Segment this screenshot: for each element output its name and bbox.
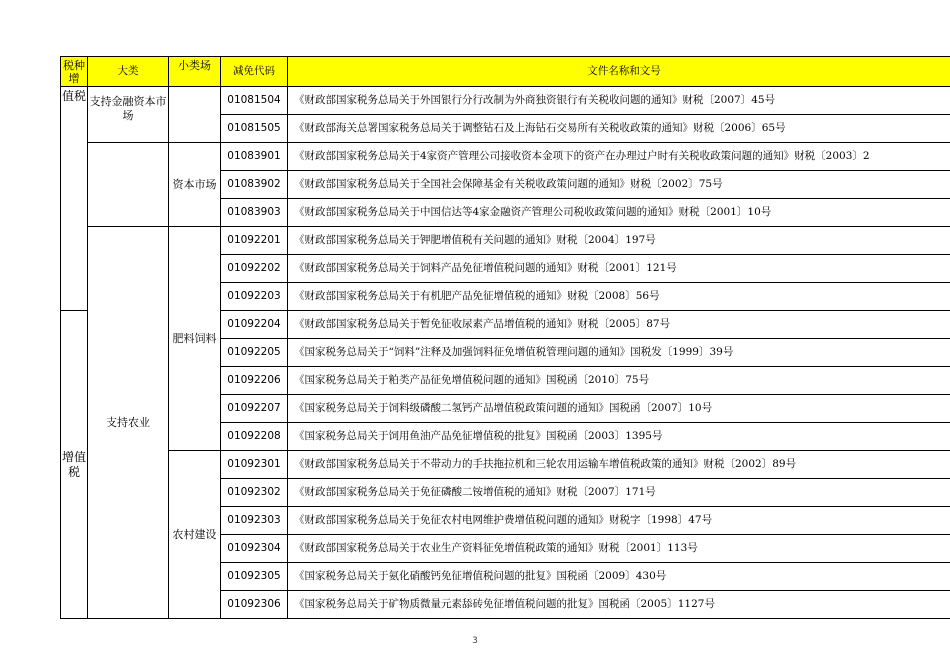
exemption-code: 01092305 xyxy=(221,563,288,591)
exemption-code: 01092208 xyxy=(221,423,288,451)
document-title: 《财政部国家税务总局关于免征农村电网维护费增值税问题的通知》财税字〔1998〕47号 xyxy=(288,507,950,535)
table-row xyxy=(61,451,950,479)
exemption-code: 01092304 xyxy=(221,535,288,563)
document-title: 《财政部海关总署国家税务总局关于调整钻石及上海钻石交易所有关税收政策的通知》财税〔2006〕65号 xyxy=(288,115,950,143)
exemption-code: 01081505 xyxy=(221,115,288,143)
minor-category-cell-empty xyxy=(169,87,221,143)
tax-type-cell: 值税 xyxy=(61,87,88,311)
header-major-category: 大类 xyxy=(88,57,169,87)
document-title: 《国家税务总局关于饲料级磷酸二氢钙产品增值税政策问题的通知》国税函〔2007〕10号 xyxy=(288,395,950,423)
exemption-code: 01092207 xyxy=(221,395,288,423)
document-title: 《财政部国家税务总局关于钾肥增值税有关问题的通知》财税〔2004〕197号 xyxy=(288,227,950,255)
tax-exemption-table-container xyxy=(60,56,950,619)
document-title: 《财政部国家税务总局关于外国银行分行改制为外商独资银行有关税收问题的通知》财税〔2007〕45号 xyxy=(288,87,950,115)
document-title: 《财政部国家税务总局关于4家资产管理公司接收资本金项下的资产在办理过户时有关税收政策问题的通知》财税〔2003〕2 xyxy=(288,143,950,171)
major-category-cell: 支持农业 xyxy=(88,227,169,619)
exemption-code: 01092205 xyxy=(221,339,288,367)
exemption-code: 01092201 xyxy=(221,227,288,255)
exemption-code: 01092203 xyxy=(221,283,288,311)
exemption-code: 01092301 xyxy=(221,451,288,479)
minor-category-cell: 肥料饲料 xyxy=(169,227,221,451)
document-title: 《财政部国家税务总局关于中国信达等4家金融资产管理公司税收政策问题的通知》财税〔2001〕10号 xyxy=(288,199,950,227)
header-minor-category: 小类场 xyxy=(169,57,221,87)
page-number: 3 xyxy=(472,636,478,646)
exemption-code: 01092303 xyxy=(221,507,288,535)
document-title: 《财政部国家税务总局关于饲料产品免征增值税问题的通知》财税〔2001〕121号 xyxy=(288,255,950,283)
document-title: 《财政部国家税务总局关于农业生产资料征免增值税政策的通知》财税〔2001〕113号 xyxy=(288,535,950,563)
exemption-code: 01083903 xyxy=(221,199,288,227)
document-title: 《国家税务总局关于饲用鱼油产品免征增值税的批复》国税函〔2003〕1395号 xyxy=(288,423,950,451)
document-title: 《国家税务总局关于矿物质微量元素舔砖免征增值税问题的批复》国税函〔2005〕1127号 xyxy=(288,591,950,619)
document-title: 《财政部国家税务总局关于暂免征收尿素产品增值税的通知》财税〔2005〕87号 xyxy=(288,311,950,339)
header-code: 减免代码 xyxy=(221,57,288,87)
document-title: 《财政部国家税务总局关于免征磷酸二铵增值税的通知》财税〔2007〕171号 xyxy=(288,479,950,507)
document-title: 《国家税务总局关于氨化硝酸钙免征增值税问题的批复》国税函〔2009〕430号 xyxy=(288,563,950,591)
table-row xyxy=(61,227,950,255)
exemption-code: 01081504 xyxy=(221,87,288,115)
minor-category-cell: 农村建设 xyxy=(169,451,221,619)
document-title: 《财政部国家税务总局关于不带动力的手扶拖拉机和三轮农用运输车增值税政策的通知》财税〔2002〕89号 xyxy=(288,451,950,479)
major-category-cell: 支持金融资本市场 xyxy=(88,87,169,143)
exemption-code: 01092306 xyxy=(221,591,288,619)
header-document: 文件名称和文号 xyxy=(288,57,950,87)
table-row xyxy=(61,87,950,115)
document-title: 《财政部国家税务总局关于全国社会保障基金有关税收政策问题的通知》财税〔2002〕75号 xyxy=(288,171,950,199)
table-row xyxy=(61,143,950,171)
document-title: 《财政部国家税务总局关于有机肥产品免征增值税的通知》财税〔2008〕56号 xyxy=(288,283,950,311)
exemption-code: 01092204 xyxy=(221,311,288,339)
exemption-code: 01083901 xyxy=(221,143,288,171)
minor-category-cell: 资本市场 xyxy=(169,143,221,227)
exemption-code: 01083902 xyxy=(221,171,288,199)
header-tax-type: 税种增 xyxy=(61,57,88,87)
tax-exemption-table xyxy=(60,56,950,619)
document-title: 《国家税务总局关于粕类产品征免增值税问题的通知》国税函〔2010〕75号 xyxy=(288,367,950,395)
tax-type-cell: 增值税 xyxy=(61,311,88,619)
exemption-code: 01092202 xyxy=(221,255,288,283)
header-row xyxy=(61,57,950,87)
major-category-cell-empty xyxy=(88,143,169,227)
exemption-code: 01092302 xyxy=(221,479,288,507)
exemption-code: 01092206 xyxy=(221,367,288,395)
document-title: 《国家税务总局关于“饲料”注释及加强饲料征免增值税管理问题的通知》国税发〔1999〕39号 xyxy=(288,339,950,367)
